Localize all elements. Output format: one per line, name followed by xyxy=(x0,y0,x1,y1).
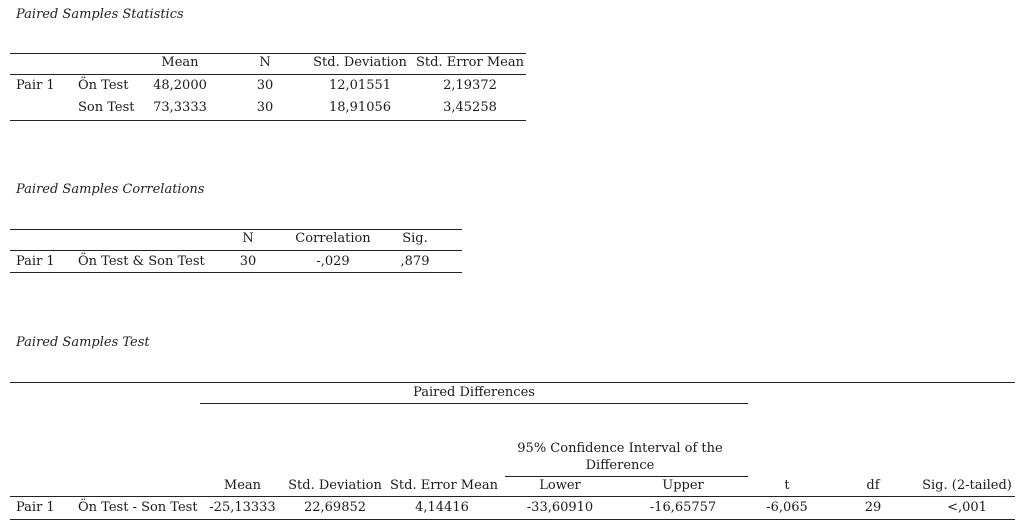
row-label: Ön Test - Son Test xyxy=(78,500,198,515)
pair-label: Pair 1 xyxy=(16,500,55,515)
stats-header-rule xyxy=(10,74,526,75)
row-label: Ön Test xyxy=(78,78,129,93)
paired-differences-header: Paired Differences xyxy=(413,385,535,400)
n-value: 30 xyxy=(256,78,274,93)
stats-bottom-rule xyxy=(10,120,526,121)
pair-label: Pair 1 xyxy=(16,78,55,93)
row-label: Son Test xyxy=(78,100,135,115)
corr-header-correlation: Correlation xyxy=(295,231,371,246)
row-label: Ön Test & Son Test xyxy=(78,254,205,269)
sem-value: 2,19372 xyxy=(443,78,497,93)
stats-header-sem: Std. Error Mean xyxy=(416,55,524,70)
test-bottom-rule xyxy=(10,519,1015,520)
n-value: 30 xyxy=(256,100,274,115)
test-header-sd: Std. Deviation xyxy=(288,478,382,493)
corr-header-sig: Sig. xyxy=(402,231,428,246)
stats-title: Paired Samples Statistics xyxy=(16,7,184,22)
test-header-t: t xyxy=(784,478,790,493)
test-header-sig: Sig. (2-tailed) xyxy=(922,478,1012,493)
t-value: -6,065 xyxy=(766,500,808,515)
mean-value: -25,13333 xyxy=(209,500,276,515)
df-value: 29 xyxy=(864,500,882,515)
sig-value: ,879 xyxy=(400,254,430,269)
test-header-upper: Upper xyxy=(662,478,704,493)
sd-value: 12,01551 xyxy=(328,78,392,93)
corr-header-n: N xyxy=(242,231,254,246)
sem-value: 4,14416 xyxy=(415,500,469,515)
sd-value: 18,91056 xyxy=(328,100,392,115)
corr-header-rule xyxy=(10,250,462,251)
test-header-sem: Std. Error Mean xyxy=(390,478,498,493)
test-header-lower: Lower xyxy=(539,478,581,493)
corr-bottom-rule xyxy=(10,272,462,273)
corr-top-rule xyxy=(10,229,462,230)
stats-top-rule xyxy=(10,53,526,54)
upper-value: -16,65757 xyxy=(649,500,717,515)
ci-header: 95% Confidence Interval of the Difference xyxy=(517,441,723,473)
ci-rule xyxy=(505,476,748,477)
stats-header-sd: Std. Deviation xyxy=(313,55,407,70)
stats-header-mean: Mean xyxy=(161,55,199,70)
test-top-rule xyxy=(10,382,1015,383)
lower-value: -33,60910 xyxy=(526,500,594,515)
test-header-mean: Mean xyxy=(223,478,262,493)
n-value: 30 xyxy=(239,254,257,269)
corr-title: Paired Samples Correlations xyxy=(16,182,205,197)
mean-value: 48,2000 xyxy=(153,78,207,93)
test-header-df: df xyxy=(866,478,880,493)
correlation-value: -,029 xyxy=(316,254,350,269)
sem-value: 3,45258 xyxy=(443,100,497,115)
pair-label: Pair 1 xyxy=(16,254,55,269)
sig-value: <,001 xyxy=(947,500,987,515)
paired-differences-rule xyxy=(200,403,748,404)
sd-value: 22,69852 xyxy=(303,500,367,515)
test-title: Paired Samples Test xyxy=(16,335,150,350)
stats-header-n: N xyxy=(259,55,271,70)
mean-value: 73,3333 xyxy=(153,100,207,115)
test-header-rule xyxy=(10,496,1015,497)
